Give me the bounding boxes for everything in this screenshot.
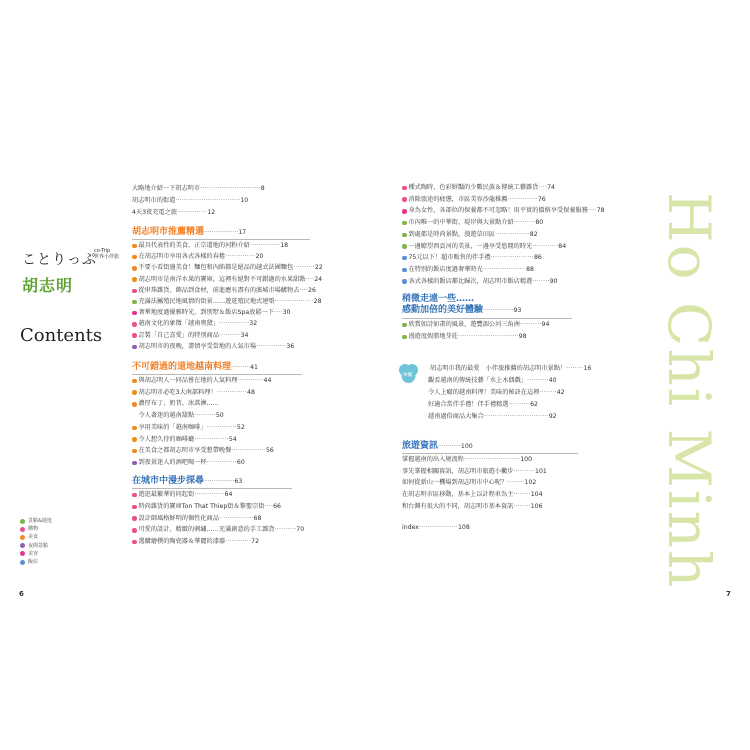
leader-dots: ·············· <box>216 388 248 396</box>
toc-entry-title: 在胡志明市區移動，基本上以計程車為主 <box>402 491 514 499</box>
section-divider <box>402 318 572 319</box>
leader-dots: ···· <box>273 309 283 317</box>
leader-dots: ···· <box>264 502 274 510</box>
category-dot-icon <box>402 221 407 226</box>
legend-item <box>20 525 52 533</box>
leader-dots: ········ <box>539 389 557 396</box>
toc-page-number: 78 <box>596 207 605 215</box>
toc-entry-title: 如何從新山一機場到胡志明市中心呢？ <box>402 479 508 487</box>
toc-entry[interactable] <box>402 196 546 204</box>
toc-entry-title: 胡志明市我的最愛 小伴旅推薦的胡志明市景點！ <box>430 365 567 372</box>
toc-page-number: 92 <box>548 413 557 420</box>
leader-dots: ················ <box>218 514 254 522</box>
toc-page-number: 108 <box>457 524 470 531</box>
category-dot-icon <box>132 493 137 498</box>
leader-dots: ············ <box>237 377 264 384</box>
brand-sub-zh: 世界小伴旅 <box>94 254 120 260</box>
city-title: 胡志明 <box>22 276 74 295</box>
toc-entry-title: 到處都是時尚景點，漫遊草田區 <box>408 230 496 238</box>
toc-page-number: 56 <box>265 447 274 455</box>
category-dot-icon <box>402 209 407 214</box>
category-dot-icon <box>132 516 137 521</box>
toc-entry[interactable] <box>132 389 255 397</box>
toc-entry[interactable] <box>132 287 316 295</box>
toc-entry-title: 享用美味的「越南咖啡」 <box>138 423 207 431</box>
toc-entry-title: 市內唯一的中華街，堤岸與大景點介紹 <box>408 219 514 227</box>
legend-label: 景點&遊逛 <box>28 518 52 524</box>
leader-dots: ············ <box>438 443 461 450</box>
toc-entry[interactable] <box>132 503 281 511</box>
toc-page-number: 48 <box>247 388 255 396</box>
toc-page-number: 68 <box>253 514 262 522</box>
toc-entry-title: 胡志明市是南洋水果的寶庫，這裡有絕對不可錯過的水果甜點 <box>138 275 306 283</box>
toc-page-number: 54 <box>228 435 237 443</box>
leader-dots: ·············· <box>194 491 225 498</box>
leader-dots: ················ <box>495 230 530 238</box>
category-dot-icon <box>132 289 137 294</box>
toc-entry[interactable] <box>402 333 527 341</box>
toc-entry-title: 最具代表性的美食，正宗道地的河粉介紹 <box>138 242 250 249</box>
toc-entry-title: 奢華地度過優雅時光，到別墅＆飯店Spa放鬆一下 <box>138 309 274 317</box>
toc-page-number: 30 <box>282 309 291 317</box>
toc-entry-title: 與胡志明人一同品嘗在地的人氣料理 <box>138 377 238 384</box>
toc-entry[interactable] <box>132 515 261 523</box>
toc-entry[interactable] <box>402 456 532 464</box>
leader-dots: ·········· <box>194 412 216 420</box>
category-dot-icon <box>402 186 407 191</box>
toc-entry-title: 75元以下！超市販售的伴手禮 <box>408 254 491 262</box>
toc-entry[interactable] <box>402 266 534 274</box>
toc-entry[interactable] <box>402 491 543 499</box>
category-dot-icon <box>402 323 407 328</box>
toc-page-number: 94 <box>541 321 550 328</box>
toc-page-number: 86 <box>533 254 542 262</box>
page-number-left: 6 <box>19 590 24 598</box>
leader-dots: ·············· <box>177 209 208 216</box>
leader-dots: ···· <box>299 286 309 294</box>
leader-dots: ···· <box>305 275 315 283</box>
leader-dots: ·········· <box>519 321 542 328</box>
category-dot-icon <box>132 426 137 431</box>
leader-dots: ···· <box>538 184 548 191</box>
toc-page-number: 63 <box>234 478 243 485</box>
toc-page-number: 24 <box>314 275 323 283</box>
leader-dots: ········ <box>532 277 550 285</box>
legend-label: 夜間景點 <box>28 542 49 549</box>
toc-entry[interactable] <box>132 424 245 432</box>
toc-entry-title: 身為女性，各部位的保養都不可忽略！用平實的價格享受保養服務 <box>408 207 588 215</box>
section-title: 胡志明市推薦精選 <box>132 227 205 237</box>
leader-dots: ·············· <box>206 423 237 431</box>
category-legend <box>20 517 52 566</box>
toc-intro-entry[interactable] <box>132 209 215 217</box>
toc-page-number: 42 <box>556 389 565 396</box>
section-divider <box>132 239 310 240</box>
toc-page-number: 44 <box>263 377 272 384</box>
category-dot-icon <box>132 345 137 350</box>
toc-entry[interactable] <box>132 377 271 385</box>
toc-entry[interactable] <box>132 343 294 351</box>
legend-item <box>20 550 52 558</box>
leader-dots: ················ <box>204 478 235 485</box>
toc-entry-title: 訂製「自己喜愛」的特別商品 <box>138 331 219 339</box>
toc-entry-title: 和台灣有很大的不同，胡志明市基本資訊 <box>402 502 514 510</box>
toc-entry[interactable] <box>132 276 322 284</box>
leader-dots: ·················· <box>274 298 314 305</box>
category-dot-icon <box>132 540 137 545</box>
legend-dot-icon <box>20 551 25 556</box>
column-entry[interactable] <box>428 389 565 397</box>
legend-item <box>20 558 52 566</box>
toc-entry[interactable] <box>132 242 288 250</box>
toc-page-number: 106 <box>530 502 543 510</box>
leader-dots: ·········· <box>513 467 536 475</box>
toc-page-number: 50 <box>215 412 224 420</box>
toc-entry-title: 濃厚布丁、奶昔、冰淇淋…… <box>138 400 219 408</box>
toc-entry-title: index <box>402 524 419 531</box>
section-title: 稍微走遠一些…… <box>402 294 475 304</box>
section-divider <box>402 453 578 454</box>
toc-page-number: 26 <box>308 286 316 294</box>
leader-dots: ·············· <box>225 253 256 261</box>
toc-entry[interactable] <box>402 231 538 239</box>
leader-dots: ···················· <box>490 254 534 262</box>
category-dot-icon <box>132 300 137 305</box>
toc-entry-title: 胡志明市必吃3大南部料理！ <box>138 388 217 396</box>
legend-label: 購物 <box>28 526 39 533</box>
toc-entry[interactable] <box>402 219 543 227</box>
section-title: 不可錯過的道地越南料理 <box>132 362 232 372</box>
leader-dots: ·············· <box>249 242 281 249</box>
toc-entry-title: 胡志明市的街道 <box>132 197 176 204</box>
category-dot-icon <box>132 333 137 338</box>
toc-page-number: 72 <box>251 538 260 546</box>
leader-dots: ···· <box>587 207 597 215</box>
toc-entry[interactable] <box>402 243 566 251</box>
toc-entry[interactable] <box>132 436 237 444</box>
section-divider <box>132 488 292 489</box>
leader-dots: ···················· <box>482 265 527 273</box>
leader-dots: ·········· <box>274 526 297 534</box>
toc-page-number: 98 <box>518 333 527 341</box>
leader-dots: ············ <box>532 242 559 250</box>
index-entry[interactable] <box>402 524 470 532</box>
toc-page-number: 8 <box>260 185 265 192</box>
leader-dots: ·········· <box>218 331 241 339</box>
toc-entry-title: 從串珠雜貨、飾品到食材，前進應有盡有的濱城市場購物去 <box>138 286 300 294</box>
city-big-title <box>655 190 725 590</box>
legend-label: 美容 <box>28 550 39 557</box>
toc-entry[interactable] <box>132 412 224 420</box>
leader-dots: ········ <box>566 365 584 372</box>
toc-entry-title: 掌握越南的出入境流程 <box>402 456 464 463</box>
toc-entry[interactable] <box>132 264 323 272</box>
legend-item <box>20 542 52 550</box>
toc-entry-title: 各式各樣的飯店鄰比歸次，胡志明市飯店精選 <box>408 277 533 285</box>
leader-dots: ···························· <box>458 333 519 341</box>
leader-dots: ·············· <box>206 458 237 466</box>
section-title-line2 <box>402 305 521 316</box>
toc-entry-title: 到夜景迷人的酒吧喝一杯 <box>138 458 207 466</box>
toc-page-number: 62 <box>530 401 538 408</box>
brand-subtitle <box>94 248 119 260</box>
category-dot-icon <box>402 233 407 238</box>
toc-page-number: 90 <box>549 277 558 285</box>
toc-page-number: 16 <box>583 365 592 372</box>
section-heading[interactable] <box>132 362 258 373</box>
section-title: 在城市中漫步探尋 <box>132 476 205 486</box>
leader-dots: ········ <box>513 502 531 510</box>
toc-page-number: 36 <box>286 342 295 350</box>
toc-page-number: 76 <box>537 195 546 203</box>
toc-entry[interactable] <box>132 253 263 261</box>
category-dot-icon <box>402 197 407 202</box>
toc-page-number: 84 <box>558 242 567 250</box>
toc-page-number: 12 <box>207 209 216 216</box>
category-dot-icon <box>132 244 137 249</box>
toc-entry-title: 時尚雜貨的寶庫Ton That Thiep街＆黎聖宗街 <box>138 502 265 510</box>
toc-page-number: 28 <box>313 298 322 305</box>
city-big-title-text: Ho Chi Minh <box>655 192 723 590</box>
section-heading[interactable] <box>132 227 246 238</box>
toc-page-number: 22 <box>314 264 323 272</box>
category-dot-icon <box>132 461 137 466</box>
toc-entry[interactable] <box>132 298 322 306</box>
toc-entry[interactable] <box>402 503 543 511</box>
legend-dot-icon <box>20 543 25 548</box>
leader-dots: ·················· <box>418 524 458 531</box>
toc-entry-title: 在胡志明市享用各式各樣的春捲 <box>138 253 226 261</box>
category-dot-icon <box>132 437 137 442</box>
toc-page-number: 10 <box>240 197 249 204</box>
leader-dots: ·············· <box>218 320 250 328</box>
column-entry[interactable] <box>428 413 557 421</box>
leader-dots: ·········· <box>513 219 536 227</box>
category-dot-icon <box>402 256 407 261</box>
toc-page-number: 104 <box>530 491 543 499</box>
category-dot-icon <box>132 255 137 260</box>
toc-entry-title: 令人上癮的越南料理！美味的秘訣在這裡 <box>428 389 540 396</box>
leader-dots: ·········· <box>527 377 549 384</box>
category-dot-icon <box>132 390 137 395</box>
brand-logo: ことりっぷ <box>22 252 97 268</box>
toc-entry-title: 胡志明市的夜晚，盡情享受當地的人氣市場 <box>138 342 257 350</box>
legend-dot-icon <box>20 527 25 532</box>
category-dot-icon <box>402 279 407 284</box>
leader-dots: ················ <box>483 307 514 314</box>
toc-entry-title: 好適合當伴手禮！伴手禮精選 <box>428 401 509 408</box>
toc-entry-title: 令人著迷的越南甜點 <box>138 412 195 420</box>
category-dot-icon <box>132 322 137 327</box>
column-entry[interactable] <box>428 401 538 409</box>
category-dot-icon <box>132 277 137 282</box>
toc-entry-title: 在特別的飯店度過奢華時光 <box>408 265 483 273</box>
legend-dot-icon <box>20 535 25 540</box>
section-heading[interactable] <box>402 294 521 316</box>
legend-label: 美食 <box>28 534 39 541</box>
category-dot-icon <box>132 528 137 533</box>
toc-entry[interactable] <box>132 538 259 546</box>
leader-dots: ·················· <box>204 229 239 236</box>
column-entry[interactable] <box>428 377 557 385</box>
legend-item <box>20 517 52 525</box>
toc-entry-title: 設計師風格鮮明的個性化商品 <box>138 514 219 522</box>
toc-entry-title: 事先掌握相關資訊，胡志明市旅遊小撇步 <box>402 467 514 475</box>
toc-entry-title: 在美食之都胡志明市享受想帶晚餐 <box>138 447 232 455</box>
leader-dots: ···························· <box>200 185 261 192</box>
toc-entry-title: 一邊瞭望西貢河的美景，一邊享受悠閒的時光 <box>408 242 533 250</box>
brand-sub-en: co-Trip <box>94 248 111 254</box>
toc-entry-title: 不要小看街邊美食！麵包和內餡都是絕品的越式法國麵包 <box>138 264 294 272</box>
legend-dot-icon <box>20 519 25 524</box>
toc-entry[interactable] <box>132 447 274 455</box>
toc-page-number: 74 <box>547 184 555 191</box>
toc-page-number: 34 <box>240 331 249 339</box>
toc-entry[interactable] <box>132 491 232 499</box>
toc-page-number: 100 <box>460 443 473 450</box>
toc-entry-title: 大略地介紹一下胡志明市 <box>132 185 201 192</box>
section-divider <box>132 374 302 375</box>
column-badge-label: 專欄 <box>403 373 412 378</box>
toc-page-number: 40 <box>548 377 557 384</box>
toc-page-number: 100 <box>520 456 533 463</box>
toc-page-number: 102 <box>524 479 537 487</box>
category-dot-icon <box>132 379 137 384</box>
leader-dots: ······························ <box>483 413 549 420</box>
toc-entry[interactable] <box>402 278 557 286</box>
toc-page-number: 60 <box>236 458 245 466</box>
toc-page-number: 64 <box>224 491 233 498</box>
category-dot-icon <box>402 268 407 273</box>
toc-entry[interactable] <box>402 468 547 476</box>
toc-entry[interactable] <box>402 479 536 487</box>
toc-entry-title: 消除旅途的疲憊，市區美容沙龍推薦 <box>408 195 508 203</box>
toc-entry[interactable] <box>132 459 245 467</box>
toc-entry-title: 漫遊度假勝地芽莊 <box>408 333 458 341</box>
contents-heading: Contents <box>20 325 103 346</box>
section-heading[interactable] <box>132 476 242 487</box>
toc-page-number: 66 <box>273 502 281 510</box>
toc-page-number: 18 <box>280 242 289 249</box>
leader-dots: ·········· <box>293 264 315 272</box>
toc-entry-title: 觀看越南的傳統技藝「水上木偶戲」 <box>428 377 527 384</box>
toc-page-number: 20 <box>255 253 264 261</box>
toc-page-number: 17 <box>238 229 247 236</box>
column-entry[interactable] <box>430 365 591 373</box>
toc-page-number: 93 <box>513 307 522 314</box>
toc-entry[interactable] <box>402 184 555 192</box>
toc-intro-entry[interactable] <box>132 185 265 193</box>
toc-entry[interactable] <box>402 254 542 262</box>
leader-dots: ·············· <box>507 195 538 203</box>
toc-entry-title: 選購繪樸的陶瓷器＆華麗的漆器 <box>138 538 226 546</box>
toc-page-number: 52 <box>236 423 245 431</box>
leader-dots: ·························· <box>463 456 521 463</box>
section-title: 旅遊資訊 <box>402 441 439 451</box>
category-dot-icon <box>132 311 137 316</box>
toc-entry[interactable] <box>132 400 219 408</box>
toc-page-number: 82 <box>529 230 538 238</box>
page-number-right: 7 <box>726 590 731 598</box>
category-dot-icon <box>132 266 137 271</box>
category-dot-icon <box>132 449 137 454</box>
leader-dots: ······························ <box>175 197 241 204</box>
toc-entry[interactable] <box>132 526 304 534</box>
toc-entry-title: 越南過俗商品大集合 <box>428 413 484 420</box>
leader-dots: ················ <box>194 435 229 443</box>
toc-entry-title: 充滿法屬殖民地風情的街景……遊逛殖民地式建築 <box>138 298 275 305</box>
toc-page-number: 32 <box>249 320 258 328</box>
toc-page-number: 41 <box>250 364 258 371</box>
toc-entry[interactable] <box>132 332 248 340</box>
toc-entry-title: 遊逛最繁華的同起街 <box>138 491 195 498</box>
toc-entry-title: 4天3夜充電之旅 <box>132 209 177 216</box>
leader-dots: ········ <box>513 491 531 499</box>
toc-entry[interactable] <box>132 320 257 328</box>
leader-dots: ············ <box>225 538 252 546</box>
leader-dots: ·········· <box>508 401 531 408</box>
leader-dots: ········ <box>507 479 525 487</box>
toc-page-number: 101 <box>535 467 547 475</box>
leader-dots: ·············· <box>256 342 287 350</box>
category-dot-icon <box>132 402 137 407</box>
toc-entry-title: 種式陶時，色彩鮮豔的少數民族＆傳統工藝雜貨 <box>408 184 539 191</box>
toc-entry-title: 欣賞如詩如畫的風景，遊覽湄公河三角洲 <box>408 321 520 328</box>
leader-dots: ·········· <box>231 364 251 371</box>
toc-entry-title: 越南文化的象徵「越南奧黛」 <box>138 320 219 328</box>
toc-page-number: 80 <box>535 219 544 227</box>
toc-entry[interactable] <box>402 321 549 329</box>
toc-entry[interactable] <box>132 309 290 317</box>
category-dot-icon <box>132 505 137 510</box>
toc-entry-title: 令人想久待的咖啡廳 <box>138 435 195 443</box>
legend-dot-icon <box>20 560 25 565</box>
leader-dots: ················ <box>231 447 266 455</box>
legend-item <box>20 533 52 541</box>
toc-page-number: 88 <box>526 265 534 273</box>
category-dot-icon <box>402 244 407 249</box>
toc-entry-title: 可愛的設計、精緻的刺繡……充滿創意的手工雜貨 <box>138 526 275 534</box>
legend-label: 飯店 <box>28 559 39 566</box>
section-heading[interactable] <box>402 441 473 452</box>
toc-entry[interactable] <box>402 207 604 215</box>
toc-page-number: 70 <box>296 526 305 534</box>
toc-intro-entry[interactable] <box>132 197 248 205</box>
section-title-text: 感動加倍的美好體驗 <box>402 305 484 315</box>
category-dot-icon <box>402 335 407 340</box>
